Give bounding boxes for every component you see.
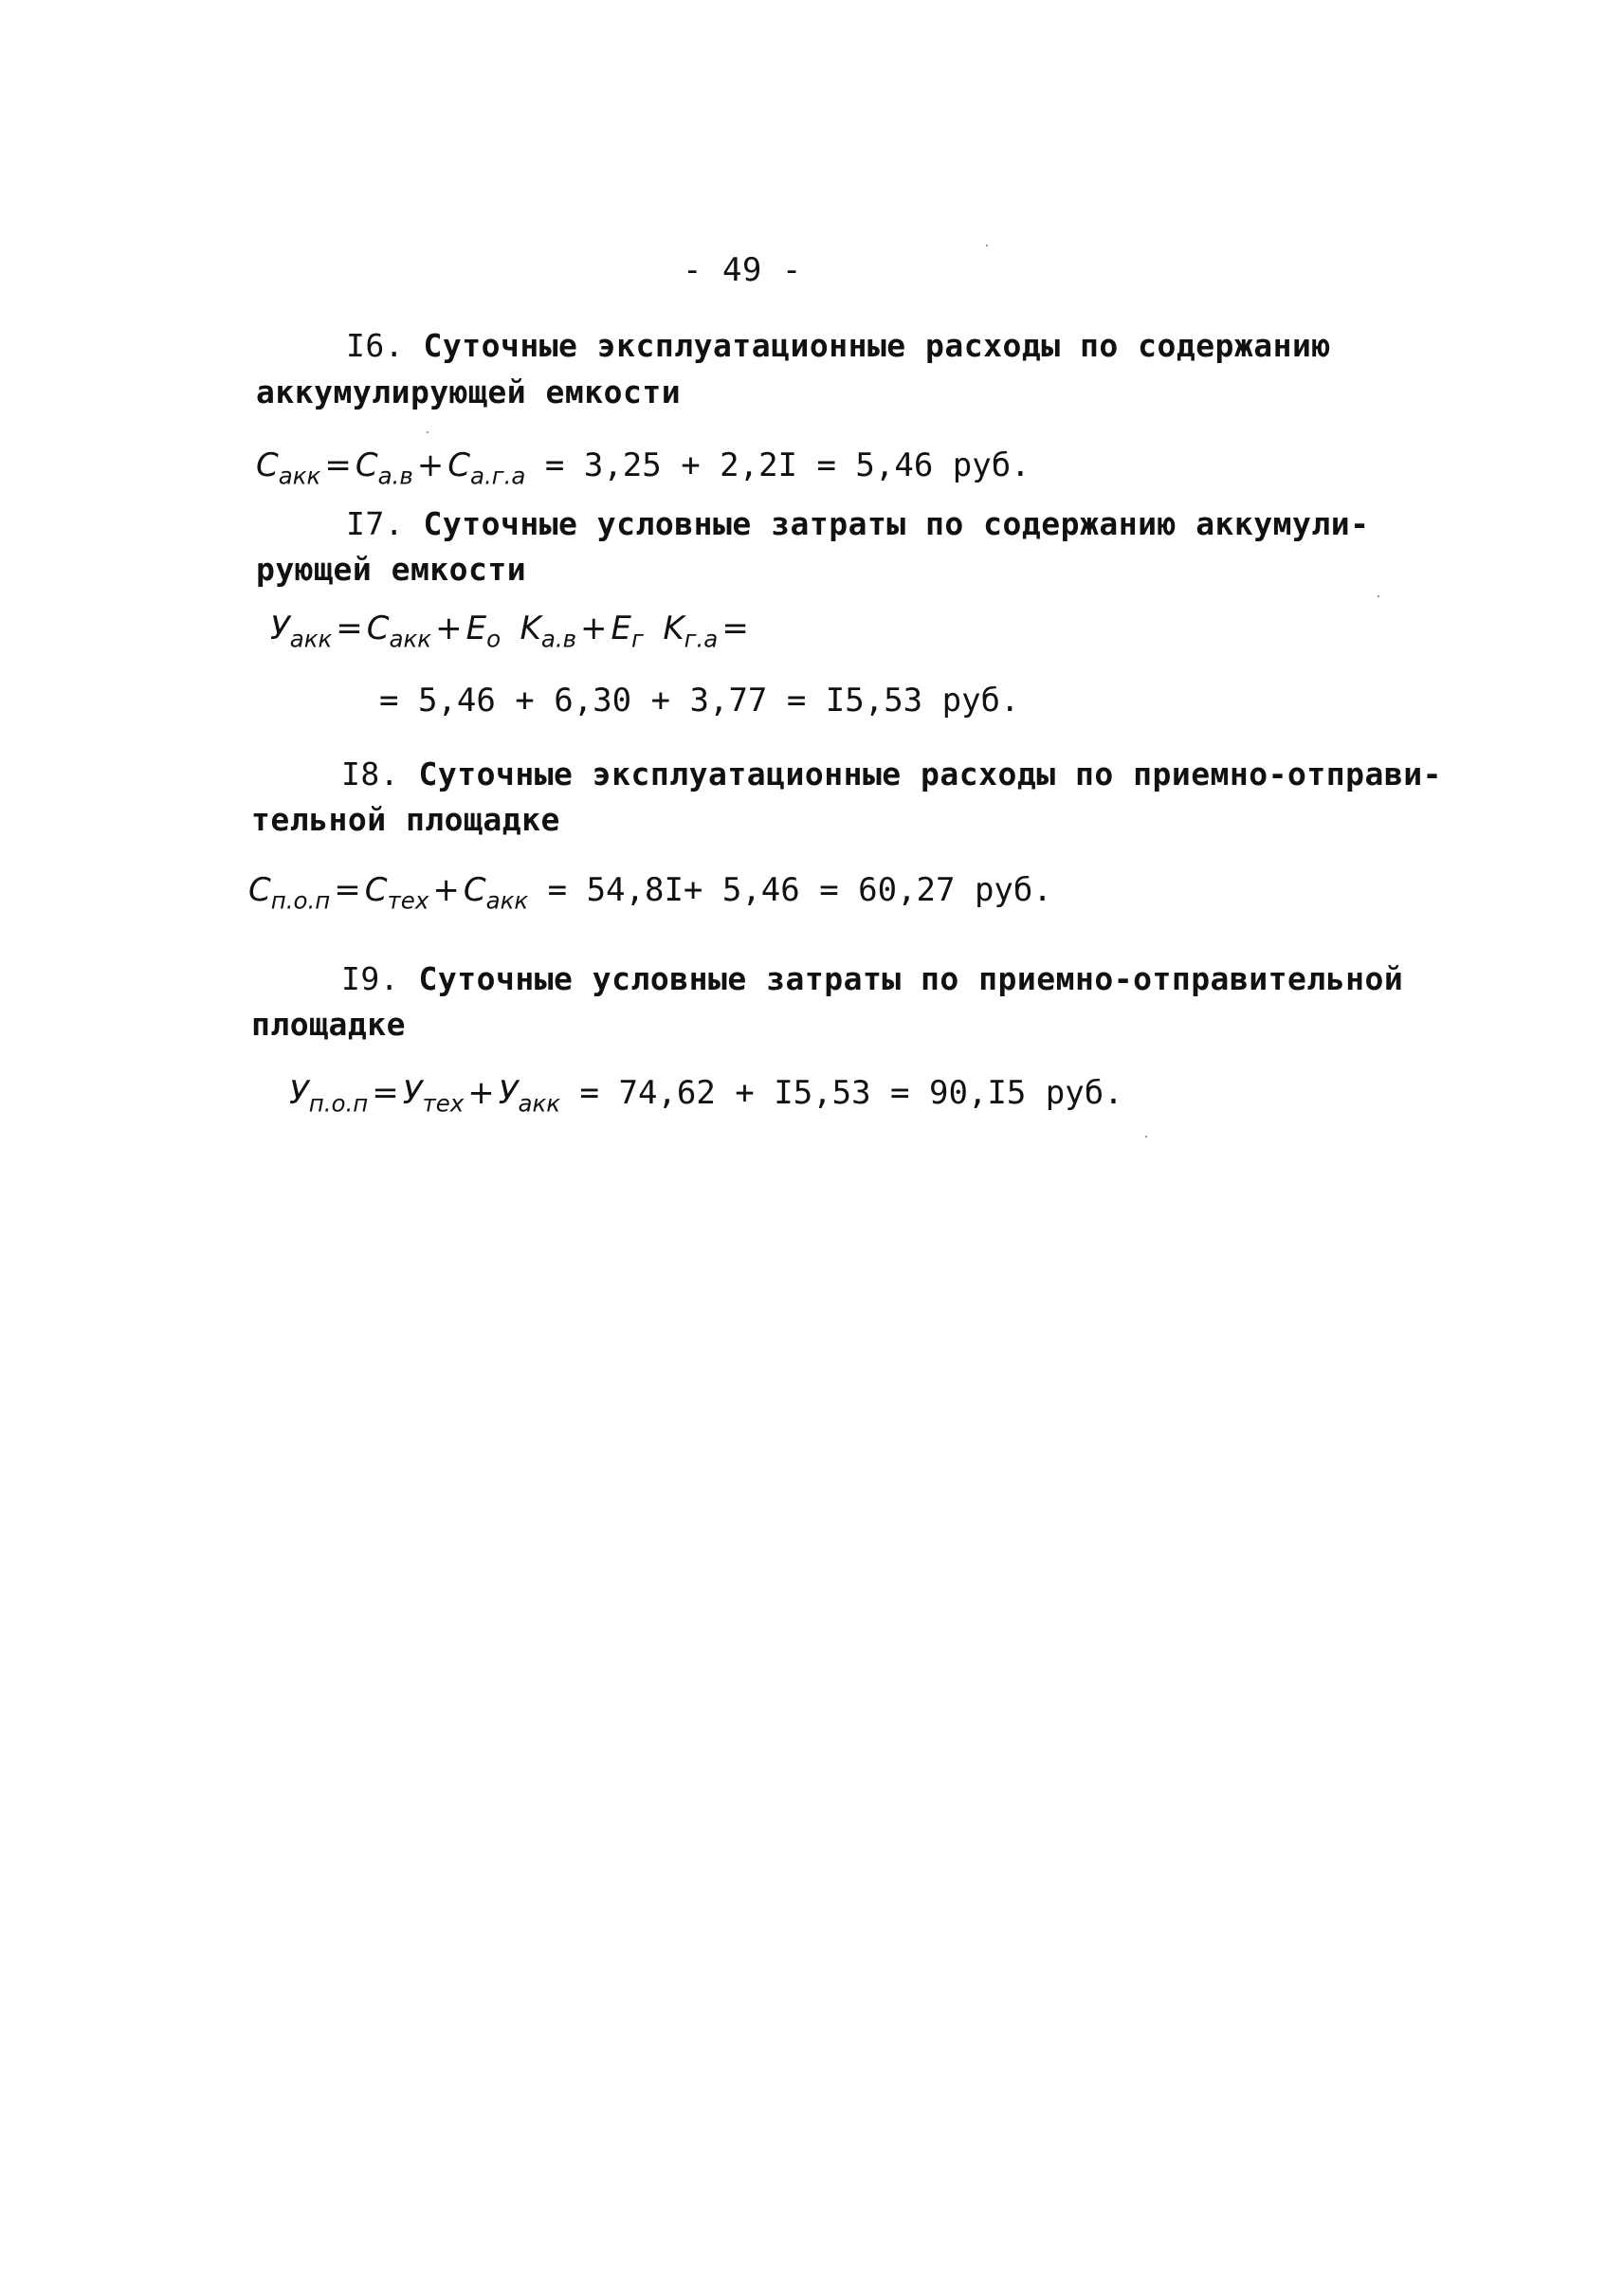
item-18-line1: Суточные эксплуатационные расходы по приемно-отправи- [418,756,1442,792]
formula-17: $У_{акк} = C_{акк} + E_о$ $K_{а.в} + E_г$ $K_{г.а}$ = [270,610,749,653]
formula-19-term2: $У_{акк}$ [498,1074,561,1118]
item-17-line2: рующей емкости [256,551,527,588]
scan-speck [1378,595,1379,597]
formula-18: $C_{п.о.п} = C_{тех} + C_{акк} = 54,8I+ 5,46 = 60,27$ руб. [248,871,1052,915]
formula-16-lhs: $C_{акк}$ [256,446,321,490]
item-18-line2: тельной площадке [251,801,560,838]
item-16-line2: аккумулирующей емкости [256,373,682,410]
formula-19-term1: $У_{тех}$ [402,1074,465,1118]
formula-18-term2: $C_{акк}$ [463,871,529,915]
page-number: - 49 - [683,251,802,289]
item-19-line2: площадке [251,1006,406,1043]
formula-17-term2: $E_о$ [465,610,502,653]
item-16-number: I6. [346,327,405,364]
formula-18-result: = 54,8I+ 5,46 = 60,27 руб. [547,871,1052,909]
formula-16-term1: $C_{а.в}$ [355,446,413,490]
formula-19-lhs: $У_{п.о.п}$ [289,1074,369,1118]
formula-16-term2: $C_{а.г.а}$ [447,446,526,490]
formula-17-result: = 5,46 + 6,30 + 3,77 = I5,53 руб. [379,682,1020,719]
formula-16-result: = 3,25 + 2,2I = 5,46 руб. [544,446,1031,484]
formula-19: $У_{п.о.п} = У_{тех} + У_{акк} = 74,62 + I5,53 = 90,I5$ руб. [289,1074,1123,1118]
scan-speck [427,431,429,433]
item-17-heading [346,505,1370,542]
formula-16: $C_{акк} = C_{а.в} + C_{а.г.а} = 3,25 + 2,2I = 5,46$ руб. [256,446,1031,490]
item-19-line1: Суточные условные затраты по приемно-отправительной [418,960,1404,997]
formula-17-term1: $C_{акк}$ [366,610,432,653]
formula-19-result: = 74,62 + I5,53 = 90,I5 руб. [579,1074,1123,1112]
formula-17-term3: $K_{а.в}$ [520,610,577,653]
item-18-heading [341,758,1442,790]
item-17-number: I7. [346,505,405,542]
item-18-number: I8. [341,756,400,792]
formula-18-term1: $C_{тех}$ [364,871,429,915]
item-19-heading [341,960,1404,997]
scan-speck [1145,1136,1147,1138]
formula-17-term5: $K_{г.а}$ [663,610,719,653]
formula-17-lhs: $У_{акк}$ [270,610,333,653]
formula-17-term4: $E_г$ [611,610,644,653]
item-16-heading [346,327,1331,364]
item-16-line1: Суточные эксплуатационные расходы по содержанию [423,327,1331,364]
scan-speck [986,245,988,246]
item-19-number: I9. [341,960,400,997]
formula-18-lhs: $C_{п.о.п}$ [248,871,331,915]
item-17-line1: Суточные условные затраты по содержанию аккумули- [423,505,1370,542]
